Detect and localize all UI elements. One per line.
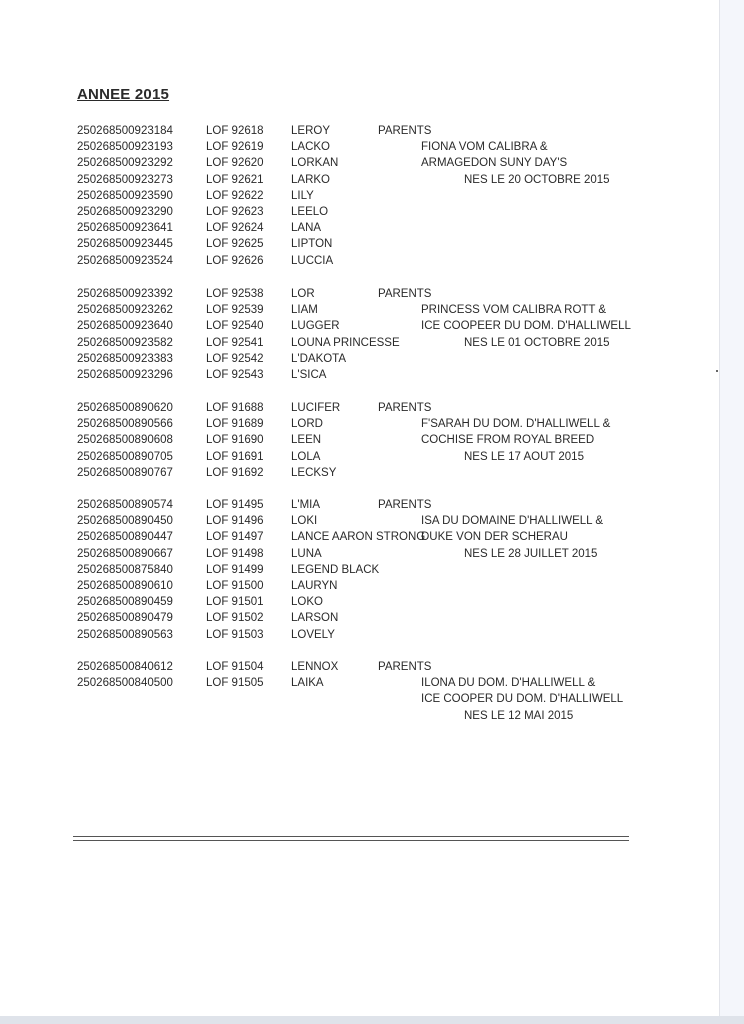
lof-number: LOF 91498 bbox=[206, 547, 264, 560]
lof-number: LOF 92624 bbox=[206, 222, 264, 235]
birth-date: NES LE 01 OCTOBRE 2015 bbox=[464, 336, 610, 349]
birth-date: NES LE 12 MAI 2015 bbox=[464, 709, 574, 722]
lof-number: LOF 91689 bbox=[206, 418, 264, 431]
lof-number: LOF 91502 bbox=[206, 612, 264, 625]
microchip-id: 250268500890566 bbox=[77, 418, 173, 431]
puppy-name: LOKI bbox=[291, 515, 318, 528]
parent-sire: DUKE VON DER SCHERAU bbox=[421, 531, 568, 544]
scan-edge-bottom bbox=[0, 1016, 744, 1024]
puppy-name: LOLA bbox=[291, 450, 321, 463]
lof-number: LOF 91505 bbox=[206, 677, 264, 690]
parent-dam: ISA DU DOMAINE D'HALLIWELL & bbox=[421, 515, 603, 528]
microchip-id: 250268500923290 bbox=[77, 206, 173, 218]
microchip-id: 250268500890574 bbox=[77, 499, 173, 511]
lof-number: LOF 92626 bbox=[206, 254, 264, 267]
microchip-id: 250268500923582 bbox=[77, 336, 173, 349]
microchip-id: 250268500890610 bbox=[77, 580, 173, 592]
lof-number: LOF 92619 bbox=[206, 141, 264, 154]
puppy-name: LORKAN bbox=[291, 157, 339, 170]
puppy-name: LENNOX bbox=[291, 661, 339, 673]
lof-number: LOF 92539 bbox=[206, 304, 264, 317]
microchip-id: 250268500840612 bbox=[77, 661, 173, 673]
puppy-name: LUCCIA bbox=[291, 254, 334, 267]
bottom-rule bbox=[73, 836, 629, 841]
lof-number: LOF 92623 bbox=[206, 206, 264, 218]
parent-dam: ILONA DU DOM. D'HALLIWELL & bbox=[421, 677, 596, 690]
microchip-id: 250268500923273 bbox=[77, 173, 173, 186]
microchip-id: 250268500890767 bbox=[77, 466, 173, 479]
parents-label: PARENTS bbox=[378, 499, 432, 511]
lof-number: LOF 91691 bbox=[206, 450, 264, 463]
puppy-name: L'DAKOTA bbox=[291, 352, 347, 365]
microchip-id: 250268500890620 bbox=[77, 402, 173, 414]
puppy-name: LOKO bbox=[291, 596, 323, 609]
birth-date: NES LE 28 JUILLET 2015 bbox=[464, 547, 598, 560]
microchip-id: 250268500890563 bbox=[77, 628, 173, 641]
lof-number: LOF 91497 bbox=[206, 531, 264, 544]
puppy-name: LAIKA bbox=[291, 677, 324, 690]
microchip-id: 250268500890608 bbox=[77, 434, 173, 447]
parent-dam: PRINCESS VOM CALIBRA ROTT & bbox=[421, 304, 607, 317]
lof-number: LOF 91500 bbox=[206, 580, 264, 592]
lof-number: LOF 91503 bbox=[206, 628, 264, 641]
puppy-name: LANA bbox=[291, 222, 322, 235]
microchip-id: 250268500890705 bbox=[77, 450, 173, 463]
puppy-name: LIAM bbox=[291, 304, 318, 317]
lof-number: LOF 92621 bbox=[206, 173, 264, 186]
lof-number: LOF 92622 bbox=[206, 189, 264, 202]
parent-sire: ICE COOPER DU DOM. D'HALLIWELL bbox=[421, 693, 624, 706]
lof-number: LOF 92540 bbox=[206, 320, 264, 333]
puppy-name: LARKO bbox=[291, 173, 330, 186]
puppy-name: LUNA bbox=[291, 547, 322, 560]
puppy-name: LACKO bbox=[291, 141, 330, 154]
parent-dam: F'SARAH DU DOM. D'HALLIWELL & bbox=[421, 418, 611, 431]
puppy-name: LUCIFER bbox=[291, 402, 341, 414]
microchip-id: 250268500923193 bbox=[77, 141, 173, 154]
puppy-name: LAURYN bbox=[291, 580, 338, 592]
microchip-id: 250268500890450 bbox=[77, 515, 173, 528]
microchip-id: 250268500890447 bbox=[77, 531, 173, 544]
lof-number: LOF 91495 bbox=[206, 499, 264, 511]
microchip-id: 250268500923392 bbox=[77, 288, 173, 300]
parent-sire: ICE COOPEER DU DOM. D'HALLIWELL bbox=[421, 320, 631, 333]
puppy-name: LIPTON bbox=[291, 238, 333, 251]
microchip-id: 250268500923590 bbox=[77, 189, 173, 202]
birth-date: NES LE 17 AOUT 2015 bbox=[464, 450, 584, 463]
parents-label: PARENTS bbox=[378, 402, 432, 414]
puppy-name: LILY bbox=[291, 189, 314, 202]
puppy-name: LEGEND BLACK bbox=[291, 563, 380, 576]
parents-label: PARENTS bbox=[378, 125, 432, 137]
lof-number: LOF 92542 bbox=[206, 352, 264, 365]
microchip-id: 250268500923383 bbox=[77, 352, 173, 365]
lof-number: LOF 91496 bbox=[206, 515, 264, 528]
scan-edge-right bbox=[719, 0, 744, 1024]
lof-number: LOF 92620 bbox=[206, 157, 264, 170]
puppy-name: LOUNA PRINCESSE bbox=[291, 336, 400, 349]
puppy-name: L'MIA bbox=[291, 499, 321, 511]
lof-number: LOF 92625 bbox=[206, 238, 264, 251]
puppy-name: LEELO bbox=[291, 206, 329, 218]
puppy-name: LUGGER bbox=[291, 320, 340, 333]
puppy-name: LARSON bbox=[291, 612, 339, 625]
puppy-name: L'SICA bbox=[291, 369, 327, 381]
microchip-id: 250268500923641 bbox=[77, 222, 173, 235]
parent-dam: FIONA VOM CALIBRA & bbox=[421, 141, 548, 154]
scan-speck bbox=[716, 370, 718, 372]
parents-label: PARENTS bbox=[378, 661, 432, 673]
lof-number: LOF 91688 bbox=[206, 402, 264, 414]
microchip-id: 250268500923640 bbox=[77, 320, 173, 333]
puppy-name: LANCE AARON STRONG bbox=[291, 531, 426, 544]
lof-number: LOF 91501 bbox=[206, 596, 264, 609]
birth-date: NES LE 20 OCTOBRE 2015 bbox=[464, 173, 610, 186]
lof-number: LOF 91499 bbox=[206, 563, 264, 576]
lof-number: LOF 92541 bbox=[206, 336, 264, 349]
page-title: ANNEE 2015 bbox=[77, 86, 170, 103]
microchip-id: 250268500890667 bbox=[77, 547, 173, 560]
puppy-name: LEEN bbox=[291, 434, 322, 447]
microchip-id: 250268500890459 bbox=[77, 596, 173, 609]
parents-label: PARENTS bbox=[378, 288, 432, 300]
lof-number: LOF 92618 bbox=[206, 125, 264, 137]
puppy-name: LEROY bbox=[291, 125, 330, 137]
parent-sire: ARMAGEDON SUNY DAY'S bbox=[421, 157, 568, 170]
lof-number: LOF 92543 bbox=[206, 369, 264, 381]
microchip-id: 250268500923262 bbox=[77, 304, 173, 317]
microchip-id: 250268500923292 bbox=[77, 157, 173, 170]
microchip-id: 250268500923296 bbox=[77, 369, 173, 381]
puppy-name: LOVELY bbox=[291, 628, 335, 641]
lof-number: LOF 91690 bbox=[206, 434, 264, 447]
lof-number: LOF 91504 bbox=[206, 661, 264, 673]
lof-number: LOF 91692 bbox=[206, 466, 264, 479]
parent-sire: COCHISE FROM ROYAL BREED bbox=[421, 434, 595, 447]
puppy-name: LECKSY bbox=[291, 466, 337, 479]
lof-number: LOF 92538 bbox=[206, 288, 264, 300]
microchip-id: 250268500923524 bbox=[77, 254, 173, 267]
microchip-id: 250268500840500 bbox=[77, 677, 173, 690]
microchip-id: 250268500875840 bbox=[77, 563, 173, 576]
microchip-id: 250268500923184 bbox=[77, 125, 173, 137]
microchip-id: 250268500923445 bbox=[77, 238, 173, 251]
puppy-name: LOR bbox=[291, 288, 315, 300]
microchip-id: 250268500890479 bbox=[77, 612, 173, 625]
puppy-name: LORD bbox=[291, 418, 323, 431]
